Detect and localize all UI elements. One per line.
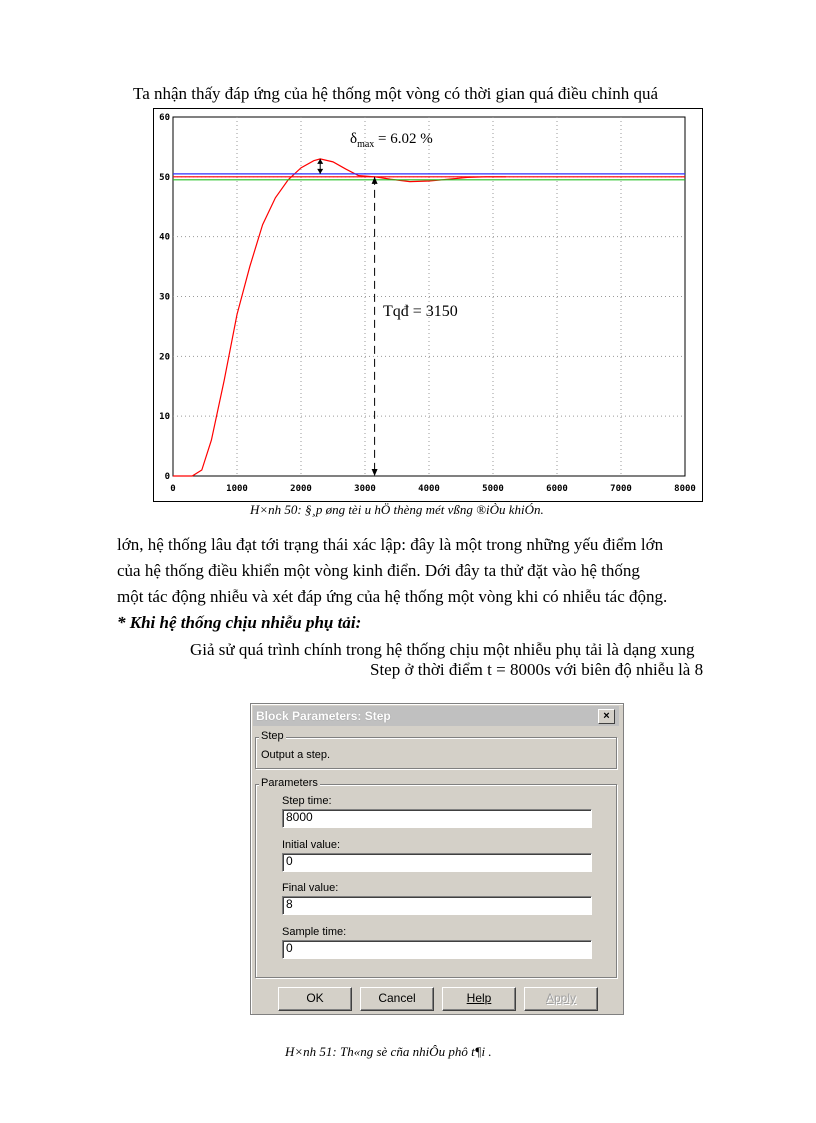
x-tick-label: 5000 (482, 484, 504, 494)
step-description: Output a step. (261, 749, 331, 761)
paragraph-mid-line-2: của hệ thống điều khiển một vòng kinh điển. Dới đây ta thử đặt vào hệ thống (117, 561, 640, 580)
apply-button[interactable]: Apply (524, 987, 598, 1011)
step-response-chart (153, 108, 703, 502)
y-tick-label: 40 (159, 232, 170, 243)
help-button[interactable]: Help (442, 987, 516, 1011)
sample-time-input[interactable]: 0 (282, 940, 592, 959)
x-tick-label: 6000 (546, 484, 568, 494)
y-tick-label: 0 (164, 472, 170, 482)
overshoot-subscript: max (357, 139, 375, 150)
y-tick-label: 30 (159, 292, 170, 303)
initial-value-input[interactable]: 0 (282, 853, 592, 872)
sample-time-label: Sample time: (282, 926, 347, 938)
y-tick-label: 60 (159, 113, 170, 123)
initial-value-label: Initial value: (282, 839, 341, 851)
cancel-button[interactable]: Cancel (360, 987, 434, 1011)
x-tick-label: 4000 (418, 484, 440, 494)
dialog-titlebar[interactable] (253, 706, 619, 726)
paragraph-bottom-line-1: Giả sử quá trình chính trong hệ thống chịu một nhiễu phụ tải là dạng xung (190, 640, 695, 659)
paragraph-top: Ta nhận thấy đáp ứng của hệ thống một vòng có thời gian quá điều chỉnh quá (133, 84, 658, 103)
step-time-label: Step time: (282, 795, 332, 807)
paragraph-bottom-line-2: Step ở thời điểm t = 8000s với biên độ nhiễu là 8 (370, 660, 704, 679)
y-tick-label: 50 (159, 172, 170, 183)
settling-time-annotation: Tqđ = 3150 (383, 303, 458, 320)
figure2-caption: H×nh 51: Th«ng sè cña nhiÔu phô t¶i . (285, 1044, 492, 1059)
paragraph-mid-line-1: lớn, hệ thống lâu đạt tới trạng thái xác lập: đây là một trong những yếu điểm lớn (117, 535, 664, 554)
final-value-input[interactable]: 8 (282, 896, 592, 915)
y-tick-label: 20 (159, 352, 170, 363)
close-button[interactable]: × (598, 709, 615, 724)
x-tick-label: 0 (170, 484, 176, 494)
section-heading: * Khi hệ thống chịu nhiễu phụ tải: (117, 613, 362, 632)
x-tick-label: 8000 (674, 484, 696, 494)
step-time-input[interactable]: 8000 (282, 809, 592, 828)
figure1-caption: H×nh 50: §¸p øng tèi u hÖ thèng mét vßng ®iÒu khiÓn. (250, 502, 544, 517)
dialog-title: Block Parameters: Step (256, 709, 391, 723)
overshoot-symbol: δ (350, 131, 358, 147)
overshoot-value: = 6.02 % (374, 131, 433, 147)
final-value-label: Final value: (282, 882, 339, 894)
y-tick-label: 10 (159, 412, 170, 423)
paragraph-mid-line-3: một tác động nhiễu và xét đáp ứng của hệ thống một vòng khi có nhiễu tác động. (117, 587, 668, 606)
overshoot-annotation (350, 131, 433, 150)
x-tick-label: 1000 (226, 484, 248, 494)
parameters-group-label: Parameters (261, 777, 318, 789)
step-group-label: Step (261, 730, 284, 742)
x-tick-label: 2000 (290, 484, 312, 494)
x-tick-label: 7000 (610, 484, 632, 494)
ok-button[interactable]: OK (278, 987, 352, 1011)
block-parameters-dialog (250, 703, 624, 1015)
x-tick-label: 3000 (354, 484, 376, 494)
